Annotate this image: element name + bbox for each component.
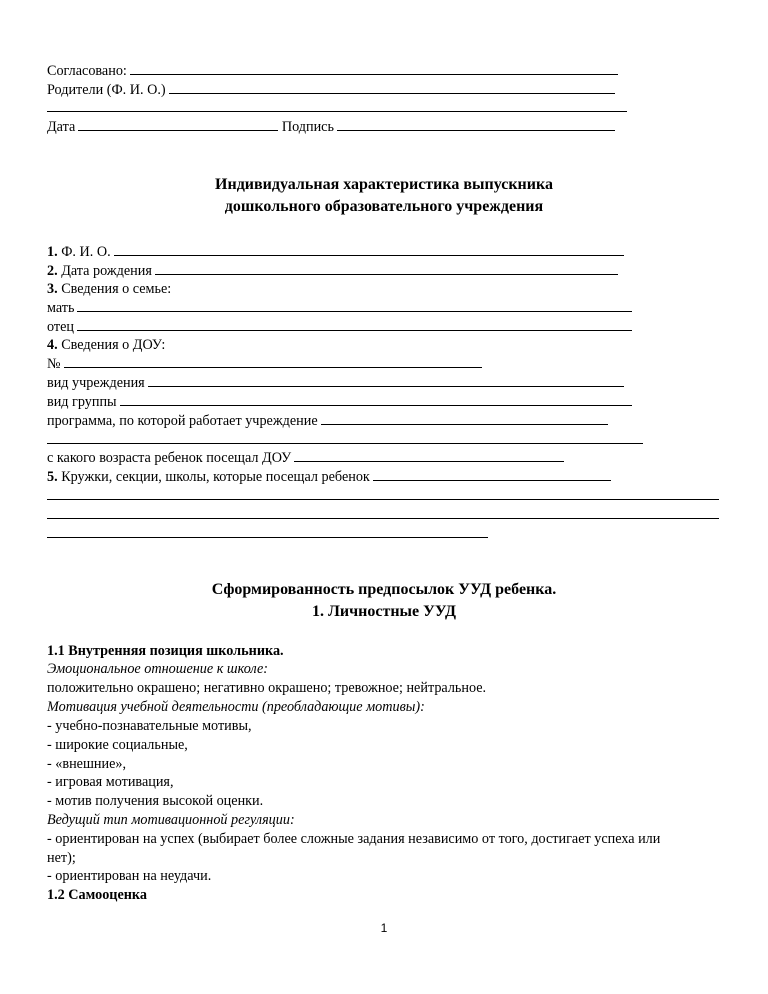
group-type-line — [47, 393, 632, 410]
parents-blank — [169, 81, 615, 94]
item-2-number: 2. — [47, 263, 58, 279]
date-signature-line — [47, 118, 615, 135]
age-attended-blank — [294, 449, 564, 462]
form-item-4 — [47, 337, 165, 353]
item-2-blank — [155, 262, 618, 275]
emotional-attitude-label: Эмоциональное отношение к школе: — [47, 661, 269, 677]
item-3-label: Сведения о семье: — [61, 281, 172, 297]
date-blank — [78, 118, 278, 131]
age-attended-line — [47, 449, 564, 466]
parents-line — [47, 81, 615, 98]
clubs-rule-3 — [47, 537, 488, 538]
program-blank — [321, 412, 608, 425]
section-title-line2: 1. Личностные УУД — [311, 603, 457, 620]
date-label: Дата — [47, 119, 76, 135]
father-blank — [77, 318, 632, 331]
number-label: № — [47, 356, 61, 372]
motive-item-1: - учебно-познавательные мотивы, — [47, 718, 252, 734]
number-blank — [64, 355, 482, 368]
mother-blank — [77, 299, 632, 312]
number-line — [47, 355, 482, 372]
institution-type-label: вид учреждения — [47, 375, 145, 391]
program-label: программа, по которой работает учреждение — [47, 413, 318, 429]
program-continuation-rule — [47, 443, 643, 444]
form-item-1 — [47, 243, 624, 260]
parents-label: Родители (Ф. И. О.) — [47, 82, 166, 98]
motive-item-2: - широкие социальные, — [47, 737, 188, 753]
clubs-rule-2 — [47, 518, 719, 519]
motive-item-3: - «внешние», — [47, 756, 127, 772]
group-type-label: вид группы — [47, 394, 117, 410]
regulation-label: Ведущий тип мотивационной регуляции: — [47, 812, 295, 828]
regulation-item-2: - ориентирован на неудачи. — [47, 868, 212, 884]
item-5-label: Кружки, секции, школы, которые посещал ребенок — [61, 469, 370, 485]
regulation-item-1b: нет); — [47, 850, 76, 866]
page-number: 1 — [380, 921, 388, 935]
father-label: отец — [47, 319, 74, 335]
motivation-label: Мотивация учебной деятельности (преобладающие мотивы): — [47, 699, 425, 715]
group-type-blank — [120, 393, 632, 406]
subsection-heading-1-1: 1.1 Внутренняя позиция школьника. — [47, 643, 284, 659]
mother-label: мать — [47, 300, 75, 316]
subsection-heading-1-2: 1.2 Самооценка — [47, 887, 147, 903]
signature-blank — [337, 118, 615, 131]
institution-type-line — [47, 374, 624, 391]
item-5-blank — [373, 468, 611, 481]
item-5-number: 5. — [47, 469, 58, 485]
signature-label: Подпись — [281, 119, 334, 135]
clubs-rule-1 — [47, 499, 719, 500]
section-title-line1: Сформированность предпосылок УУД ребенка. — [211, 581, 557, 598]
document-title-line2: дошкольного образовательного учреждения — [224, 198, 544, 215]
form-item-2 — [47, 262, 618, 279]
item-3-number: 3. — [47, 281, 58, 297]
mother-line — [47, 299, 632, 316]
form-item-5 — [47, 468, 611, 485]
father-line — [47, 318, 632, 335]
item-1-number: 1. — [47, 244, 58, 260]
institution-type-blank — [148, 374, 624, 387]
age-attended-label: с какого возраста ребенок посещал ДОУ — [47, 450, 292, 466]
program-line — [47, 412, 608, 429]
motive-item-4: - игровая мотивация, — [47, 774, 174, 790]
motive-item-5: - мотив получения высокой оценки. — [47, 793, 264, 809]
agreed-line — [47, 62, 618, 79]
blank-rule — [47, 111, 627, 112]
item-4-number: 4. — [47, 337, 58, 353]
form-item-3 — [47, 281, 171, 297]
item-1-blank — [114, 243, 624, 256]
item-4-label: Сведения о ДОУ: — [61, 337, 166, 353]
item-2-label: Дата рождения — [61, 263, 152, 279]
regulation-item-1a: - ориентирован на успех (выбирает более сложные задания независимо от того, достигает успеха или — [47, 831, 661, 847]
item-1-label: Ф. И. О. — [61, 244, 111, 260]
agreed-blank — [130, 62, 618, 75]
document-title-line1: Индивидуальная характеристика выпускника — [215, 176, 553, 193]
agreed-label: Согласовано: — [47, 63, 127, 79]
emotional-attitude-options: положительно окрашено; негативно окрашено; тревожное; нейтральное. — [47, 680, 487, 696]
